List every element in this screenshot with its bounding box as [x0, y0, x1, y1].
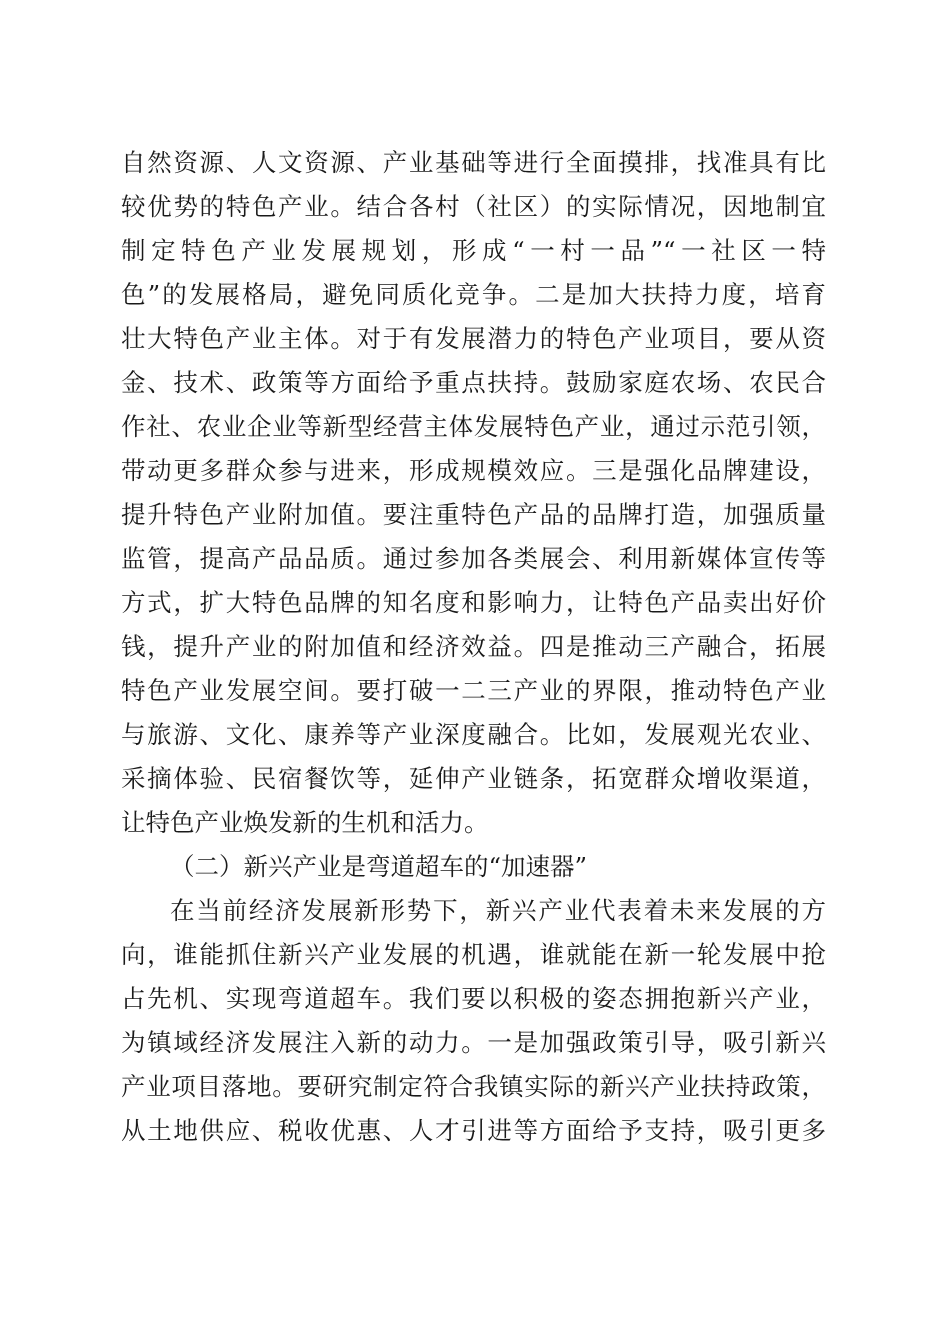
section-heading: （二）新兴产业是弯道超车的“加速器” — [170, 852, 588, 881]
text-line: 金、技术、政策等方面给予重点扶持。鼓励家庭农场、农民合 — [121, 368, 826, 397]
text-line: 钱，提升产业的附加值和经济效益。四是推动三产融合，拓展 — [121, 632, 826, 661]
text-line: 作社、农业企业等新型经营主体发展特色产业，通过示范引领， — [121, 412, 826, 441]
text-line: 较优势的特色产业。结合各村（社区）的实际情况，因地制宜 — [121, 192, 826, 221]
text-line: 向，谁能抓住新兴产业发展的机遇，谁就能在新一轮发展中抢 — [121, 940, 826, 969]
text-line: 制定特色产业发展规划，形成“一村一品”“一社区一特 — [121, 236, 826, 265]
text-line: 为镇域经济发展注入新的动力。一是加强政策引导，吸引新兴 — [121, 1028, 826, 1057]
text-line: 产业项目落地。要研究制定符合我镇实际的新兴产业扶持政策， — [121, 1072, 826, 1101]
text-line: 方式，扩大特色品牌的知名度和影响力，让特色产品卖出好价 — [121, 588, 826, 617]
text-line: 自然资源、人文资源、产业基础等进行全面摸排，找准具有比 — [121, 148, 826, 177]
text-line: 从土地供应、税收优惠、人才引进等方面给予支持，吸引更多 — [121, 1116, 826, 1145]
text-line: 壮大特色产业主体。对于有发展潜力的特色产业项目，要从资 — [121, 324, 826, 353]
text-line: 占先机、实现弯道超车。我们要以积极的姿态拥抱新兴产业， — [121, 984, 826, 1013]
text-line: 带动更多群众参与进来，形成规模效应。三是强化品牌建设， — [121, 456, 826, 485]
text-line: 让特色产业焕发新的生机和活力。 — [121, 808, 489, 837]
text-line: 监管，提高产品品质。通过参加各类展会、利用新媒体宣传等 — [121, 544, 826, 573]
text-line: 在当前经济发展新形势下，新兴产业代表着未来发展的方 — [170, 896, 826, 925]
document-body — [121, 141, 826, 1153]
text-line: 采摘体验、民宿餐饮等，延伸产业链条，拓宽群众增收渠道， — [121, 764, 826, 793]
text-line: 色”的发展格局，避免同质化竞争。二是加大扶持力度，培育 — [121, 280, 826, 309]
text-line: 提升特色产业附加值。要注重特色产品的品牌打造，加强质量 — [121, 500, 826, 529]
text-line: 特色产业发展空间。要打破一二三产业的界限，推动特色产业 — [121, 676, 826, 705]
text-line: 与旅游、文化、康养等产业深度融合。比如，发展观光农业、 — [121, 720, 826, 749]
